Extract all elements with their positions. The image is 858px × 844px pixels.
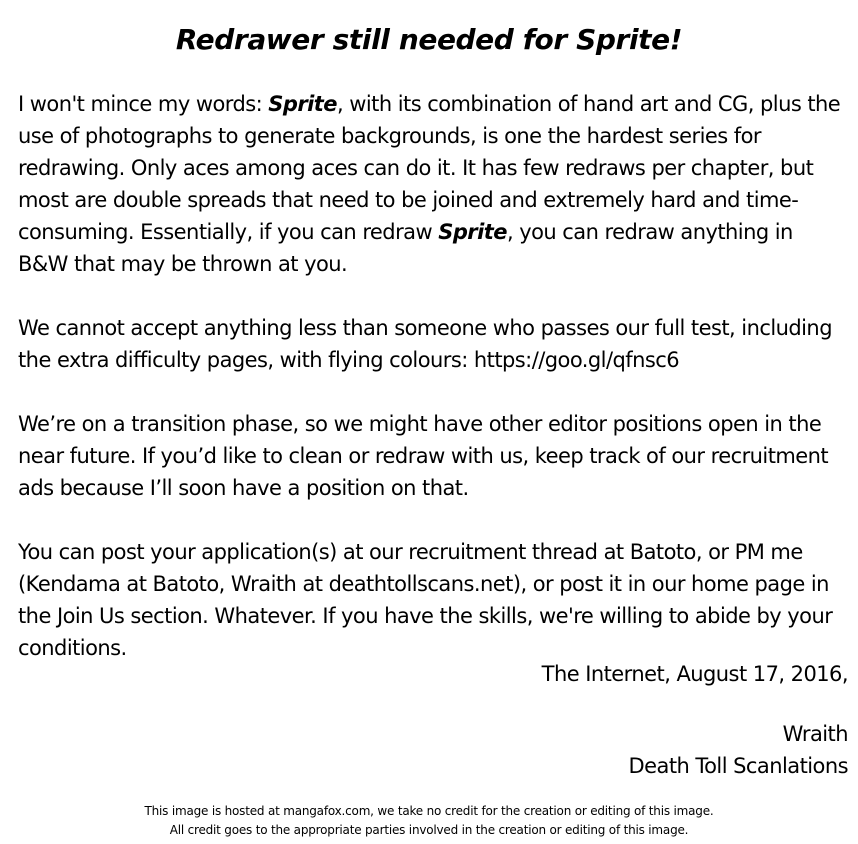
intro-text-2: , with its combination of hand art and CG, plus the use of photographs to generate backgrounds, is one the hardest series for redrawing. Only aces among aces can do it. It has few redraws per chapter, but most are double spreads that need to be joined and extremely hard and time-consuming. Essentially, if you can redraw	[18, 92, 841, 244]
signature-group: Death Toll Scanlations	[628, 754, 848, 778]
disclaimer-line-1: This image is hosted at mangafox.com, we take no credit for the creation or editing of this image.	[144, 804, 714, 818]
intro-text-3: , you can redraw anything in B&W that may be thrown at you.	[18, 220, 793, 276]
series-name-emphasis: Sprite	[438, 220, 507, 244]
paragraph-intro	[18, 88, 848, 280]
intro-text-1: I won't mince my words:	[18, 92, 269, 116]
disclaimer-line-2: All credit goes to the appropriate parties involved in the creation or editing of this image.	[169, 823, 689, 837]
paragraph-requirements: We cannot accept anything less than someone who passes our full test, including the extra difficulty pages, with flying colours: https://goo.gl/qfnsc6	[18, 316, 832, 372]
page-title: Redrawer still needed for Sprite!	[175, 23, 683, 56]
hosting-disclaimer	[0, 802, 858, 840]
signature-name: Wraith	[782, 722, 848, 746]
signoff-date: The Internet, August 17, 2016,	[541, 662, 848, 686]
paragraph-transition: We’re on a transition phase, so we might have other editor positions open in the near future. If you’d like to clean or redraw with us, keep track of our recruitment ads because I’ll soon have a position on that.	[18, 412, 829, 500]
paragraph-application: You can post your application(s) at our recruitment thread at Batoto, or PM me (Kendama at Batoto, Wraith at deathtollscans.net), or post it in our home page in the Join Us section. Whatever. If you have the skills, we're willing to abide by your conditions.	[18, 540, 833, 660]
series-name-emphasis: Sprite	[268, 92, 337, 116]
signature-block	[248, 718, 848, 782]
announcement-body	[18, 88, 848, 696]
